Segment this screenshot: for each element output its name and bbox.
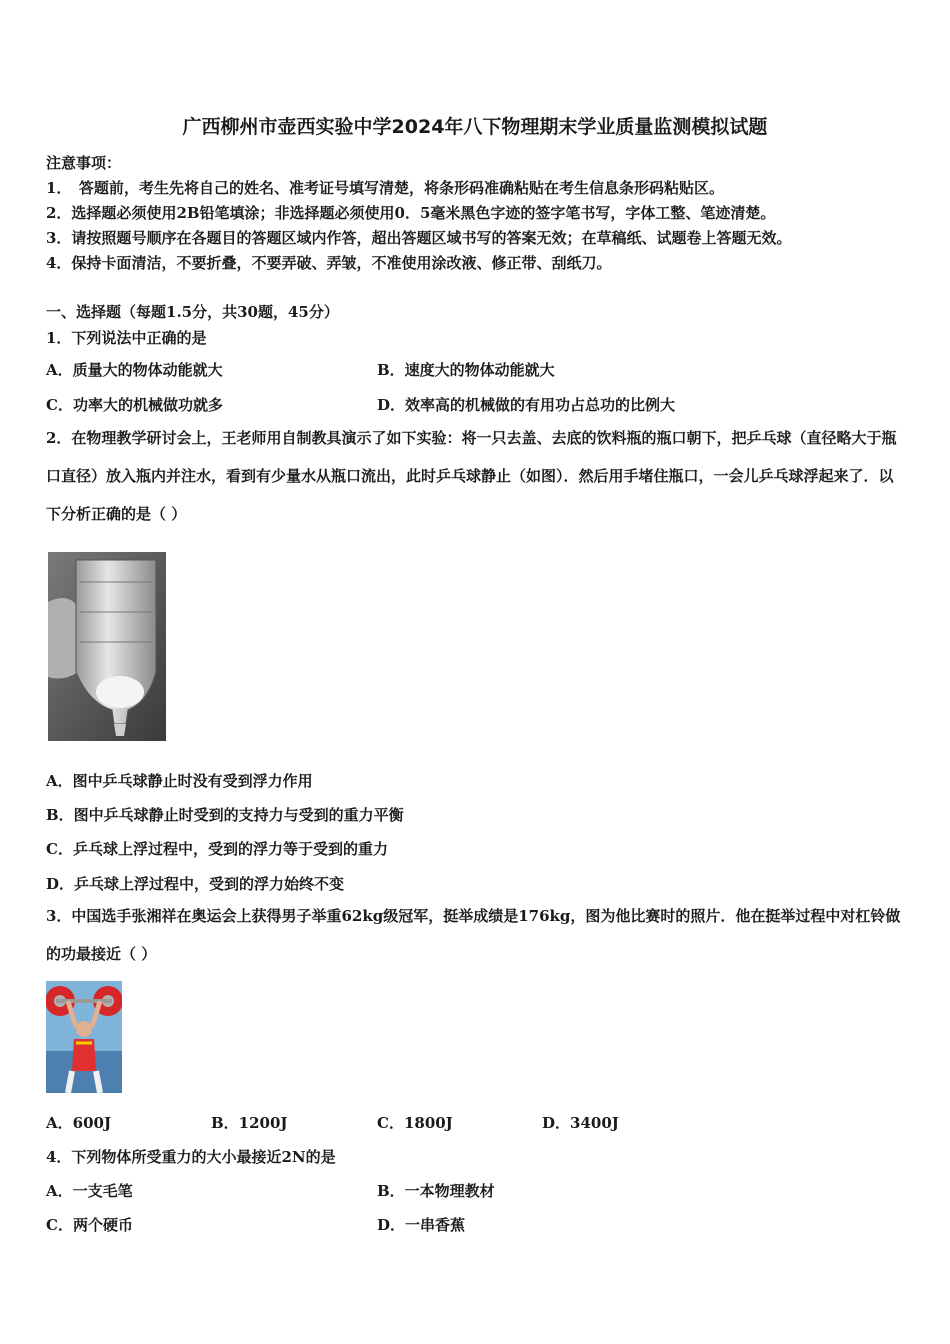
option-b: B．一本物理教材 [377,1182,495,1200]
question-stem-2: 2．在物理教学研讨会上，王老师用自制教具演示了如下实验：将一只去盖、去底的饮料瓶的瓶口朝下，把乒乓球（直径略大于瓶口直径）放入瓶内并注水，看到有少量水从瓶口流出，此时乒乓球静止（如图）．然后用手堵住瓶口，一会儿乒乓球浮起来了．以下分析正确的是（ ） [46,429,897,523]
page-title: 广西柳州市壶西实验中学2024年八下物理期末学业质量监测模拟试题 [182,116,768,138]
option-d: D．效率高的机械做的有用功占总功的比例大 [377,396,676,414]
option-b: B．图中乒乓球静止时受到的支持力与受到的重力平衡 [46,806,404,824]
notice-heading: 注意事项： [46,154,122,172]
option-a: A．图中乒乓球静止时没有受到浮力作用 [46,772,313,790]
option-d: D．乒乓球上浮过程中，受到的浮力始终不变 [46,875,345,893]
question-stem-1: 1．下列说法中正确的是 [46,329,207,347]
option-a: A．一支毛笔 [46,1182,133,1200]
option-c: C．乒乓球上浮过程中，受到的浮力等于受到的重力 [46,840,388,858]
option-b: B．1200J [211,1114,288,1132]
notice-item: 4．保持卡面清洁，不要折叠，不要弄破、弄皱，不准使用涂改液、修正带、刮纸刀。 [46,254,612,272]
section-heading: 一、选择题（每题1.5分，共30题，45分） [46,303,339,321]
option-c: C．功率大的机械做功就多 [46,396,223,414]
question-stem-4: 4．下列物体所受重力的大小最接近2N的是 [46,1148,336,1166]
option-a: A．质量大的物体动能就大 [46,361,223,379]
option-d: D．一串香蕉 [377,1216,466,1234]
notice-item: 3．请按照题号顺序在各题目的答题区域内作答，超出答题区域书写的答案无效；在草稿纸、试题卷上答题无效。 [46,229,792,247]
bottle-experiment-photo [48,552,166,741]
option-c: C．两个硬币 [46,1216,133,1234]
notice-item: 1． 答题前，考生先将自己的姓名、准考证号填写清楚，将条形码准确粘贴在考生信息条形码粘贴区。 [46,179,724,197]
option-b: B．速度大的物体动能就大 [377,361,555,379]
option-c: C．1800J [377,1114,453,1132]
option-a: A．600J [46,1114,112,1132]
weightlifter-photo [46,981,122,1093]
option-d: D．3400J [542,1114,619,1132]
notice-item: 2．选择题必须使用2B铅笔填涂；非选择题必须使用0．5毫米黑色字迹的签字笔书写，字体工整、笔迹清楚。 [46,204,776,222]
question-stem-3: 3．中国选手张湘祥在奥运会上获得男子举重62kg级冠军，挺举成绩是176kg，图为他比赛时的照片．他在挺举过程中对杠铃做的功最接近（ ） [46,907,901,963]
